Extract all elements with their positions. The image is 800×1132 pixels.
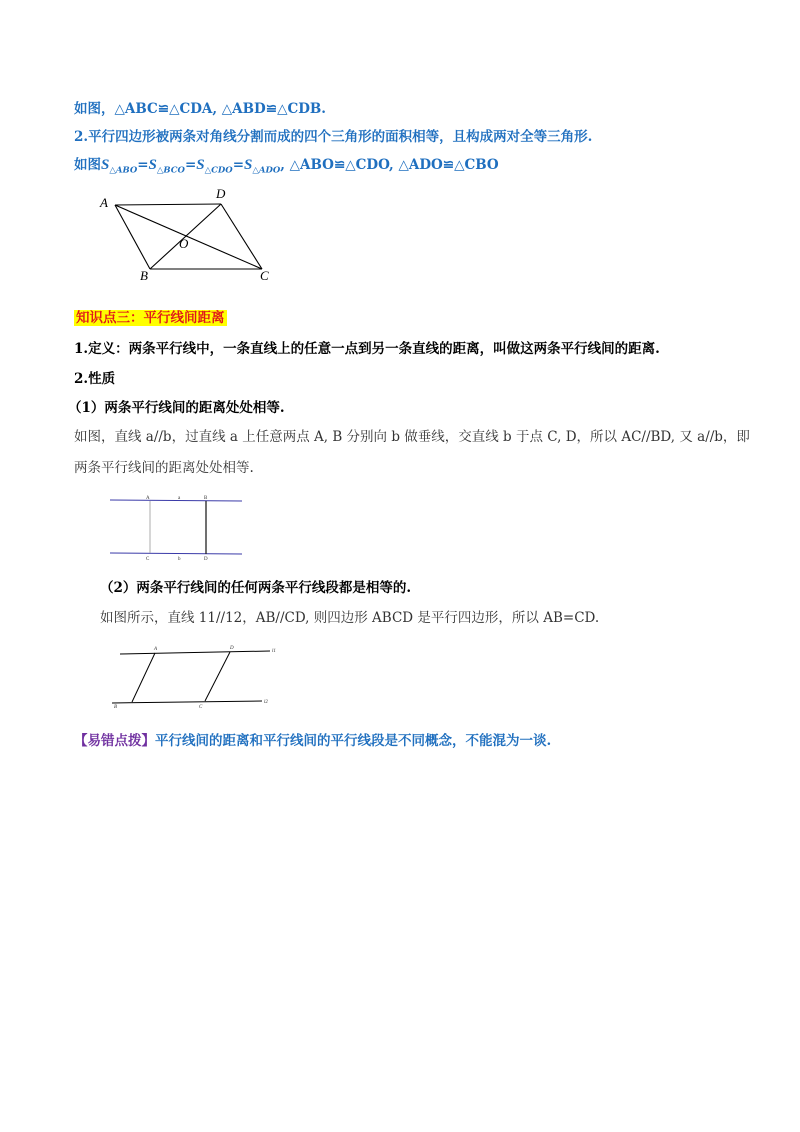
property-2-title-parallel: （2）两条平行线间的任何两条平行线段都是相等的. — [100, 580, 412, 596]
common-mistake-tip — [74, 732, 551, 750]
parallel-segments-figure — [110, 640, 285, 712]
tip-text: 平行线间的距离和平行线间的平行线段是不同概念，不能混为一谈. — [155, 733, 552, 749]
fig2-label-d-point: D — [204, 557, 208, 562]
line-l1 — [120, 651, 270, 654]
label-o: O — [179, 236, 189, 251]
property-1-text-a: 如图，直线 a//b，过直线 a 上任意两点 A, B 分别向 b 做垂线，交直线 b 于点 C, D，所以 AC//BD, 又 a//b，即 — [74, 429, 750, 445]
definition: 1.定义：两条平行线中，一条直线上的任意一点到另一条直线的距离，叫做这两条平行线间的距离. — [74, 341, 660, 357]
label-b: B — [140, 268, 148, 283]
label-d: D — [216, 186, 226, 201]
equals-3: = — [232, 157, 244, 173]
label-c: C — [260, 268, 269, 283]
fig2-label-b-point: B — [204, 496, 208, 501]
label-a: A — [100, 195, 108, 210]
properties-title: 2.性质 — [74, 371, 116, 387]
segment-ab — [132, 653, 155, 702]
parallelogram-figure — [95, 185, 285, 285]
s-symbol-3: S — [196, 157, 205, 173]
subscript-cdo: △CDO — [204, 165, 233, 176]
edge-dc — [221, 204, 262, 269]
s-symbol-4: S — [244, 157, 253, 173]
line-b — [110, 553, 242, 554]
property-2-title: 2.平行四边形被两条对角线分割而成的四个三角形的面积相等，且构成两对全等三角形. — [74, 129, 593, 145]
fig2-label-line-b: b — [178, 557, 181, 562]
tip-label: 【易错点拨】 — [74, 733, 155, 749]
segment-dc — [205, 652, 230, 701]
area-formula — [74, 156, 499, 180]
property-1-text-b: 两条平行线间的距离处处相等. — [74, 460, 254, 476]
subscript-ado: △ADO — [252, 165, 281, 176]
subscript-abo: △ABO — [109, 165, 138, 176]
fig3-label-b: B — [114, 705, 118, 710]
knowledge-point-3-heading — [74, 309, 227, 327]
property-1-title: （1）两条平行线间的距离处处相等. — [68, 400, 285, 416]
line-l2 — [112, 701, 262, 703]
equals-1: = — [137, 157, 149, 173]
fig3-label-l1: l1 — [272, 649, 276, 654]
s-symbol-1: S — [101, 157, 110, 173]
fig3-label-c: C — [199, 705, 203, 710]
fig2-label-c-point: C — [146, 557, 150, 562]
line-a — [110, 500, 242, 501]
fig3-label-a: A — [154, 647, 158, 652]
fig3-label-l2: l2 — [264, 700, 268, 705]
formula-prefix: 如图 — [74, 157, 101, 173]
s-symbol-2: S — [148, 157, 157, 173]
edge-ad — [115, 204, 221, 205]
fig2-label-a-point: A — [146, 496, 150, 501]
congruence-statement: 如图，△ABC≌△CDA, △ABD≌△CDB. — [74, 101, 327, 117]
highlighted-heading: 知识点三：平行线间距离 — [76, 310, 225, 326]
property-2-text: 如图所示，直线 11//12，AB//CD, 则四边形 ABCD 是平行四边形，所以 AB=CD. — [100, 610, 600, 626]
fig2-label-line-a: a — [178, 496, 181, 501]
subscript-bco: △BCO — [156, 165, 185, 176]
fig3-label-d: D — [230, 646, 234, 651]
formula-suffix: , △ABO≌△CDO, △ADO≌△CBO — [280, 157, 499, 173]
edge-ba — [115, 205, 150, 269]
parallel-distance-figure — [100, 490, 250, 565]
diagonal-ac — [115, 205, 262, 269]
equals-2: = — [184, 157, 197, 173]
